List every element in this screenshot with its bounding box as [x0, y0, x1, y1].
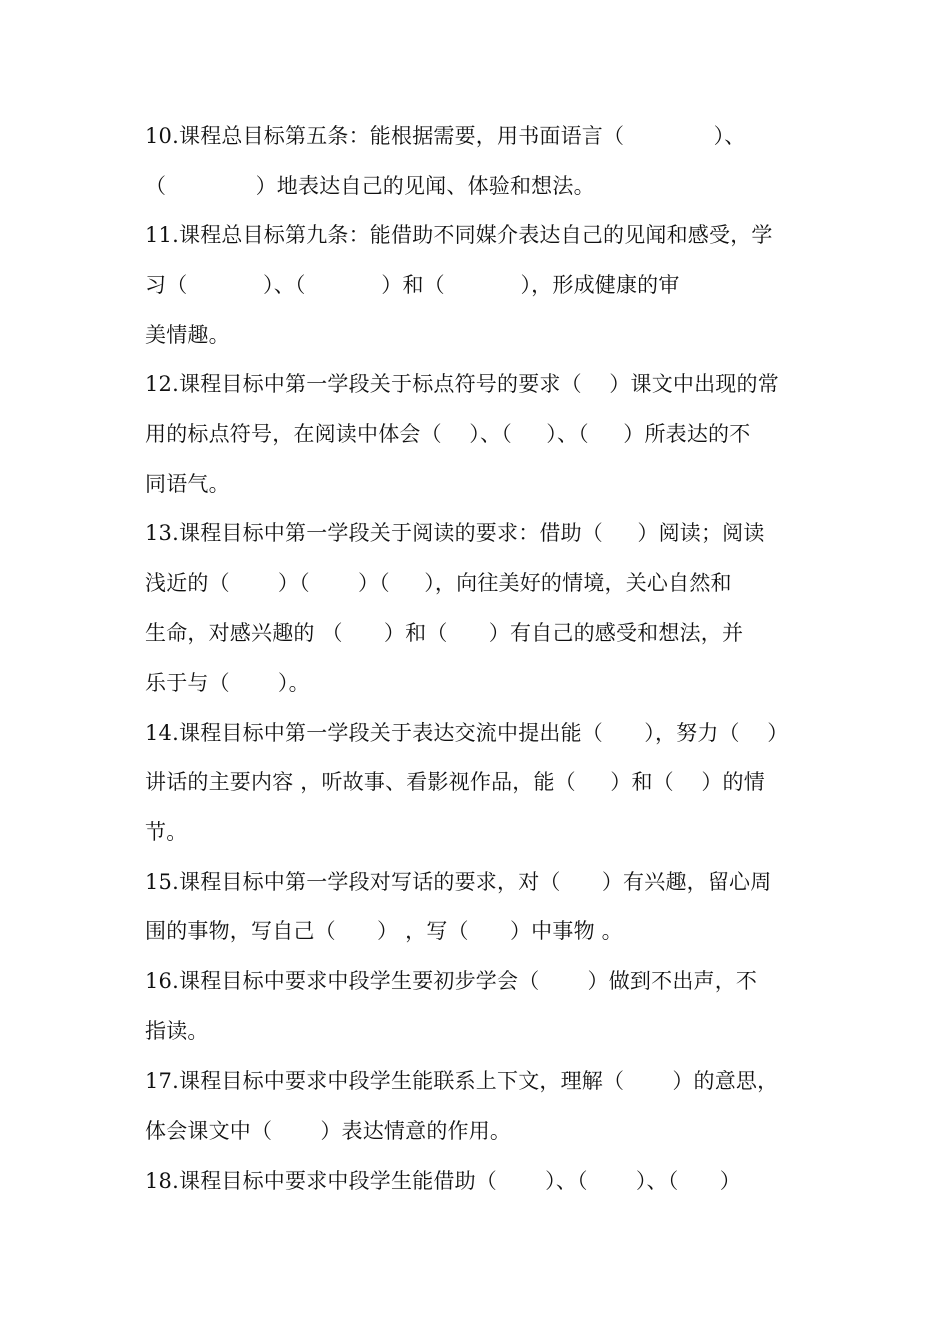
text-line: 指读。: [145, 1019, 209, 1043]
text-line: 10.课程总目标第五条：能根据需要，用书面语言（ ）、: [145, 124, 746, 148]
text-line: 节。: [145, 820, 188, 844]
text-line: 围的事物，写自己（ ） ，写（ ）中事物 。: [145, 919, 623, 943]
text-line: 14.课程目标中第一学段关于表达交流中提出能（ ），努力（ ）: [145, 721, 789, 745]
text-line: 同语气。: [145, 472, 230, 496]
text-line: 13.课程目标中第一学段关于阅读的要求：借助（ ）阅读；阅读: [145, 521, 765, 545]
text-line: 讲话的主要内容 ，听故事、看影视作品，能（ ）和（ ）的情: [145, 770, 765, 794]
text-line: 浅近的（ ）（ ）（ ），向往美好的情境，关心自然和: [145, 571, 732, 595]
text-line: 11.课程总目标第九条：能借助不同媒介表达自己的见闻和感受，学: [145, 223, 773, 247]
text-line: 15.课程目标中第一学段对写话的要求，对（ ）有兴趣，留心周: [145, 870, 772, 894]
text-line: 生命，对感兴趣的 （ ）和（ ）有自己的感受和想法，并: [145, 621, 744, 645]
text-line: 乐于与（ ）。: [145, 671, 310, 695]
text-line: 12.课程目标中第一学段关于标点符号的要求（ ）课文中出现的常: [145, 372, 779, 396]
text-line: 用的标点符号，在阅读中体会（ ）、（ ）、（ ）所表达的不: [145, 422, 751, 446]
text-line: 习（ ）、（ ）和（ ），形成健康的审: [145, 273, 680, 297]
text-line: 17.课程目标中要求中段学生能联系上下文，理解（ ）的意思，: [145, 1069, 779, 1093]
text-line: 美情趣。: [145, 323, 230, 347]
text-line: （ ）地表达自己的见闻、体验和想法。: [145, 174, 595, 198]
text-line: 16.课程目标中要求中段学生要初步学会（ ）做到不出声，不: [145, 969, 758, 993]
text-line: 18.课程目标中要求中段学生能借助（ ）、（ ）、（ ）: [145, 1169, 741, 1193]
text-line: 体会课文中（ ）表达情意的作用。: [145, 1119, 512, 1143]
